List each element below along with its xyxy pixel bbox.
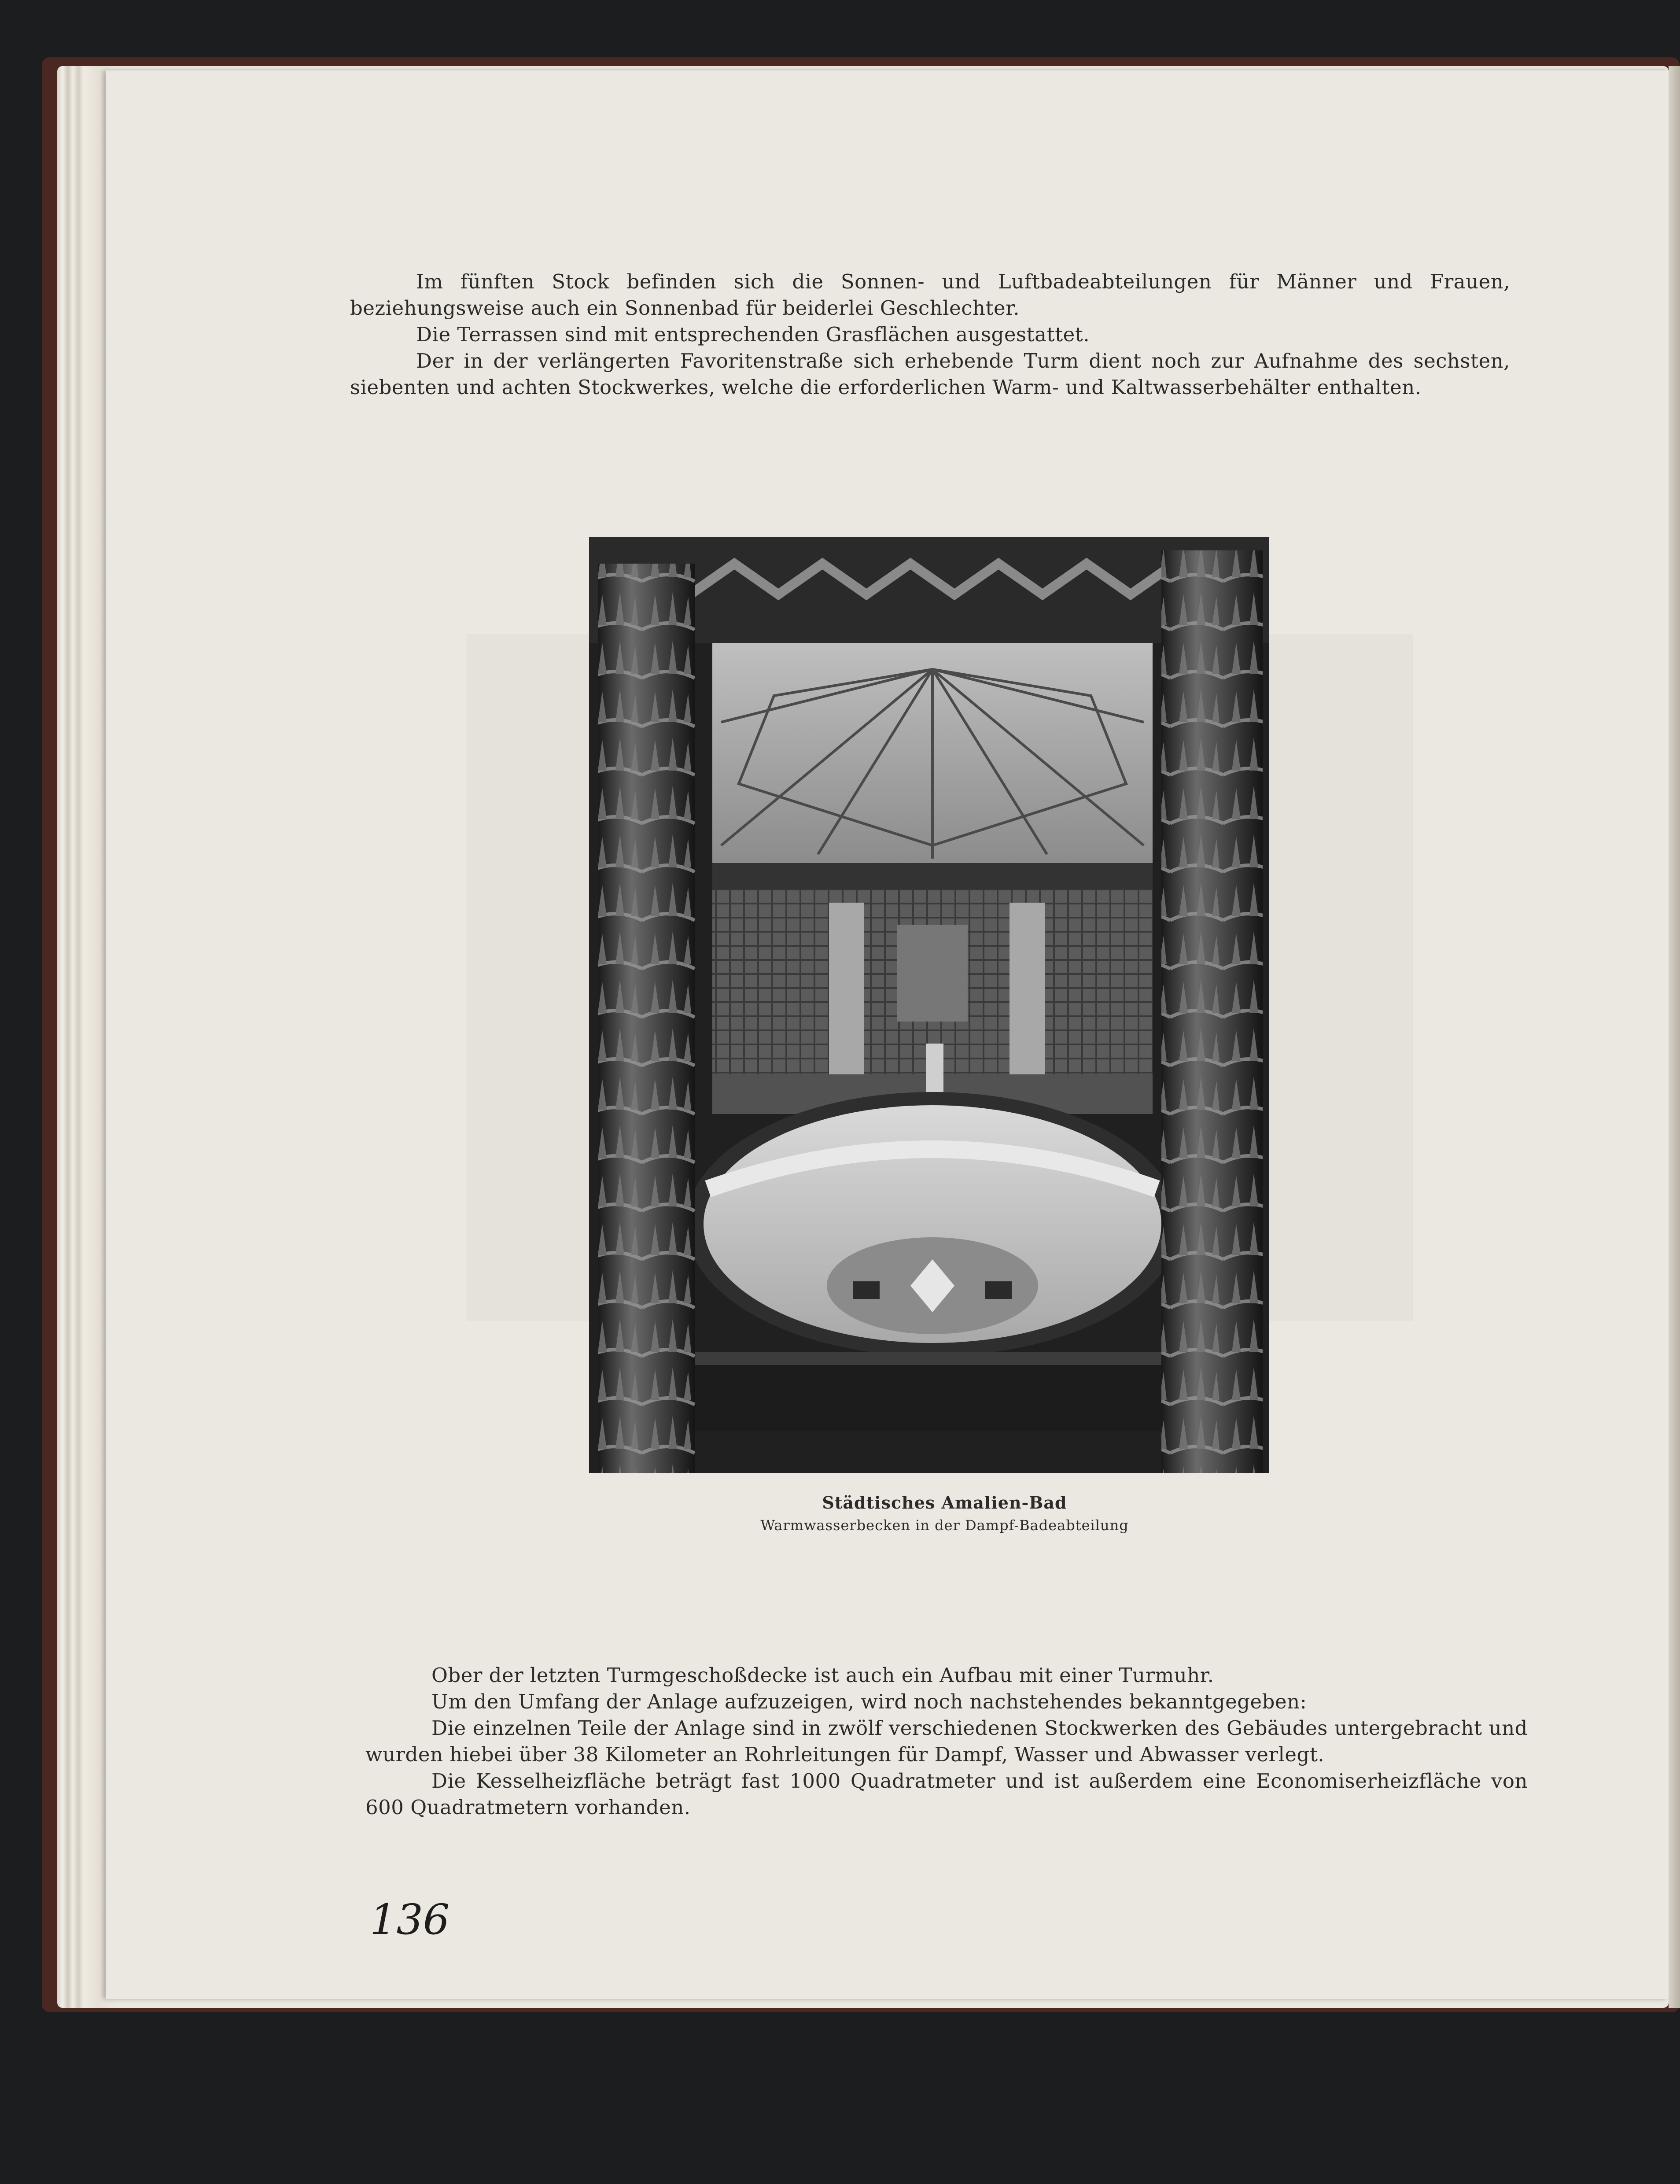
paragraph: Der in der verlängerten Favoritenstraße sich erhebende Turm dient noch zur Aufnahme des sechsten, siebenten und achten Stockwerkes, welche die erforderlichen Warm- und Kaltwasserbehälter enthalten. [350,349,1510,399]
text-block-bottom [365,1662,1528,1821]
paragraph: Im fünften Stock befinden sich die Sonnen- und Luftbadeabteilungen für Männer und Frauen, beziehungsweise auch ein Sonnenbad für beiderlei Geschlechter. [350,270,1510,320]
paragraph: Die Kesselheizfläche beträgt fast 1000 Quadratmeter und ist außerdem eine Economiserheizfläche von 600 Quadratmetern vorhanden. [365,1769,1528,1819]
paragraph: Um den Umfang der Anlage aufzuzeigen, wird noch nachstehendes bekanntgegeben: [431,1690,1307,1713]
paragraph: Die einzelnen Teile der Anlage sind in zwölf verschiedenen Stockwerken des Gebäudes untergebracht und wurden hiebei über 38 Kilometer an Rohrleitungen für Dampf, Wasser und Abwasser verlegt. [365,1716,1528,1766]
page-edge [1669,66,1680,2008]
paragraph: Die Terrassen sind mit entsprechenden Grasflächen ausgestattet. [416,323,1090,346]
photo-caption-subtitle: Warmwasserbecken in der Dampf-Badeabteilung [760,1517,1129,1534]
bath-photo [589,537,1269,1473]
bath-photo-illustration [589,537,1269,1473]
page-number: 136 [370,1896,450,1944]
paragraph: Ober der letzten Turmgeschoßdecke ist auch ein Aufbau mit einer Turmuhr. [431,1664,1214,1687]
photo-caption-title: Städtisches Amalien-Bad [822,1493,1067,1513]
text-block-top [350,269,1510,401]
